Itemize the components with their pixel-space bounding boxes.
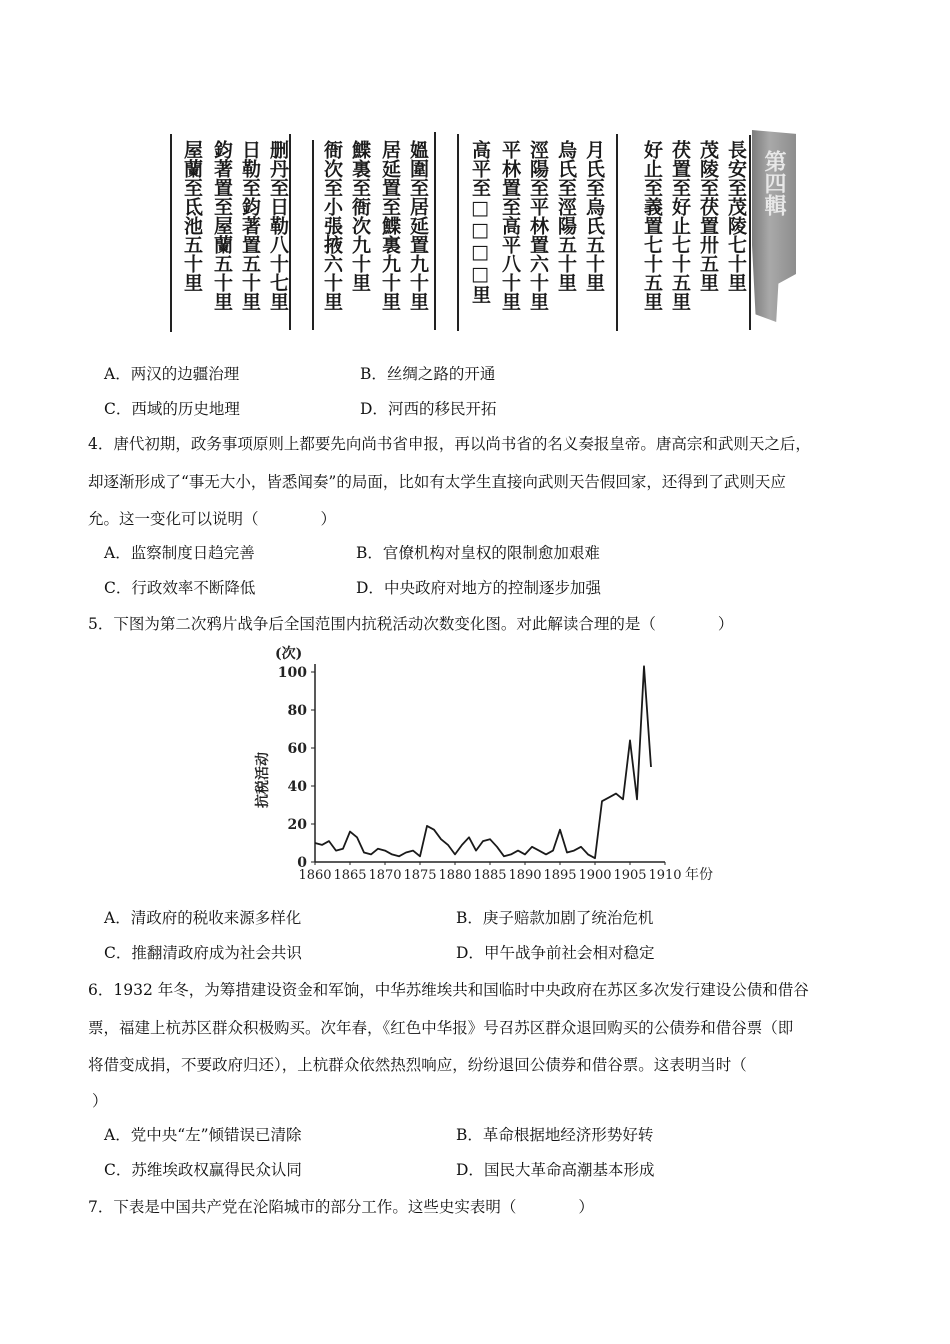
option-key: C． xyxy=(104,944,132,962)
q5-option-a[interactable] xyxy=(104,906,301,928)
q4-stem-line-2: 却逐渐形成了“事无大小，皆悉闻奏”的局面，比如有太学生直接向武则天告假回家，还得到了武则天应 xyxy=(88,473,786,491)
option-text: 监察制度日趋完善 xyxy=(130,544,255,562)
slip-column-17: 屋蘭至氐池五十里 xyxy=(181,140,203,292)
q6-option-d[interactable] xyxy=(456,1158,654,1180)
y-tick-label: 20 xyxy=(287,817,307,833)
option-text: 推翻清政府成为社会共识 xyxy=(131,944,302,962)
q6-option-c[interactable] xyxy=(104,1158,302,1180)
q4-stem-line-1: 4．唐代初期，政务事项原则上都要先向尚书省申报，再以尚书省的名义奏报皇帝。唐高宗和武则天之后， xyxy=(88,435,811,453)
option-text: 官僚机构对皇权的限制愈加艰难 xyxy=(382,544,600,562)
q6-option-b[interactable] xyxy=(456,1123,653,1145)
x-tick-label: 1885 xyxy=(473,868,507,883)
option-key: C． xyxy=(104,579,132,597)
x-tick-label: 1865 xyxy=(333,868,367,883)
option-key: B． xyxy=(456,909,483,927)
x-tick-label: 1870 xyxy=(368,868,402,883)
option-text: 河西的移民开拓 xyxy=(387,400,497,418)
slip-rule-line xyxy=(457,134,459,331)
q4-option-d[interactable] xyxy=(356,576,601,598)
option-key: D． xyxy=(456,1161,484,1179)
option-text: 革命根据地经济形势好转 xyxy=(482,1126,654,1144)
y-tick-label: 40 xyxy=(287,779,307,795)
x-tick-label: 1910 xyxy=(648,868,682,883)
x-tick-label: 1875 xyxy=(403,868,437,883)
q5-stem-line-1: 5．下图为第二次鸦片战争后全国范围内抗税活动次数变化图。对此解读合理的是（ ） xyxy=(88,615,734,633)
slip-column-14: 删丹至日勒八十七里 xyxy=(267,140,289,311)
slip-column-8: 平林置至高平八十里 xyxy=(499,140,521,311)
q5-option-b[interactable] xyxy=(456,906,653,928)
option-key: A． xyxy=(104,909,131,927)
option-key: C． xyxy=(104,400,132,418)
q3-option-b[interactable] xyxy=(360,362,495,384)
slip-column-12: 鰈裏至衙次九十里 xyxy=(349,140,371,292)
tax-protest-line-chart xyxy=(245,640,715,885)
slip-rule-line xyxy=(170,134,172,332)
q6-stem-line-1: 6．1932 年冬，为筹措建设资金和军饷，中华苏维埃共和国临时中央政府在苏区多次发行建设公债和借谷 xyxy=(88,981,809,999)
y-tick-label: 0 xyxy=(297,855,307,871)
slip-rule-line xyxy=(749,135,751,330)
q6-stem-line-2: 票，福建上杭苏区群众积极购买。次年春，《红色中华报》号召苏区群众退回购买的公债券和借谷票（即 xyxy=(88,1019,794,1037)
x-tick-label: 1895 xyxy=(543,868,577,883)
option-key: D． xyxy=(356,579,384,597)
x-tick-label: 1880 xyxy=(438,868,472,883)
option-key: A． xyxy=(104,1126,131,1144)
x-tick-label: 1890 xyxy=(508,868,542,883)
option-key: B． xyxy=(456,1126,483,1144)
slip-rule-line xyxy=(289,134,291,330)
option-text: 苏维埃政权赢得民众认同 xyxy=(131,1161,302,1179)
option-key: D． xyxy=(360,400,388,418)
slip-column-4: 好止至義置七十五里 xyxy=(641,140,663,311)
q4-option-c[interactable] xyxy=(104,576,255,598)
series-line-1 xyxy=(315,666,651,858)
chart-x-axis-label: 年份 xyxy=(685,867,713,883)
slip-column-3: 茯置至好止七十五里 xyxy=(669,140,691,311)
option-text: 甲午战争前社会相对稳定 xyxy=(483,944,655,962)
y-tick-label: 100 xyxy=(277,665,307,681)
option-text: 中央政府对地方的控制逐步加强 xyxy=(383,579,601,597)
slip-column-16: 鈞著置至屋蘭五十里 xyxy=(211,140,233,311)
slip-column-1: 長安至茂陵七十里 xyxy=(725,140,747,292)
slip-column-5: 月氏至烏氏五十里 xyxy=(583,140,605,292)
option-key: D． xyxy=(456,944,484,962)
option-key: C． xyxy=(104,1161,132,1179)
slip-column-11: 居延置至鰈裏九十里 xyxy=(379,140,401,311)
option-text: 党中央“左”倾错误已清除 xyxy=(130,1126,302,1144)
q3-option-a[interactable] xyxy=(104,362,239,384)
slip-column-15: 日勒至鈞著置五十里 xyxy=(239,140,261,311)
x-tick-label: 1860 xyxy=(298,868,332,883)
q5-option-d[interactable] xyxy=(456,941,654,963)
y-tick-label: 80 xyxy=(287,703,307,719)
x-tick-label: 1900 xyxy=(578,868,612,883)
slip-fragment-text: 第四輯 xyxy=(761,150,787,216)
option-text: 行政效率不断降低 xyxy=(131,579,256,597)
slip-column-9: 高平至□□□□里 xyxy=(469,140,491,304)
q4-option-b[interactable] xyxy=(356,541,600,563)
slip-column-7: 涇陽至平林置六十里 xyxy=(527,140,549,311)
q3-option-d[interactable] xyxy=(360,397,496,419)
q4-option-a[interactable] xyxy=(104,541,255,563)
slip-column-6: 烏氏至涇陽五十里 xyxy=(555,140,577,292)
slip-rule-line xyxy=(616,134,618,331)
option-key: A． xyxy=(104,365,131,383)
chart-y-axis-label: 抗税活动 xyxy=(255,752,271,808)
slip-column-13: 衙次至小張掖六十里 xyxy=(321,140,343,311)
chart-unit-label: (次) xyxy=(275,646,303,662)
slip-column-10: 媼圍至居延置九十里 xyxy=(407,140,429,311)
option-text: 国民大革命高潮基本形成 xyxy=(483,1161,655,1179)
y-tick-label: 60 xyxy=(287,741,307,757)
q5-option-c[interactable] xyxy=(104,941,302,963)
option-text: 清政府的税收来源多样化 xyxy=(130,909,302,927)
slip-column-2: 茂陵至茯置卅五里 xyxy=(697,140,719,292)
q6-option-a[interactable] xyxy=(104,1123,302,1145)
q3-option-c[interactable] xyxy=(104,397,240,419)
q6-stem-line-4: ） xyxy=(92,1092,108,1110)
option-text: 西域的历史地理 xyxy=(131,400,240,418)
q6-stem-line-3: 将借变成捐，不要政府归还），上杭群众依然热烈响应，纷纷退回公债券和借谷票。这表明当时（ xyxy=(88,1056,747,1074)
q7-stem-line-1: 7．下表是中国共产党在沦陷城市的部分工作。这些史实表明（ ） xyxy=(88,1198,594,1216)
option-text: 庚子赔款加剧了统治危机 xyxy=(482,909,654,927)
option-key: A． xyxy=(104,544,131,562)
slip-rule-line xyxy=(434,132,436,330)
x-tick-label: 1905 xyxy=(613,868,647,883)
option-text: 丝绸之路的开通 xyxy=(386,365,496,383)
q4-stem-line-3: 允。这一变化可以说明（ ） xyxy=(88,510,337,528)
slip-rule-line xyxy=(312,140,314,330)
option-key: B． xyxy=(356,544,383,562)
option-text: 两汉的边疆治理 xyxy=(130,365,240,383)
option-key: B． xyxy=(360,365,387,383)
